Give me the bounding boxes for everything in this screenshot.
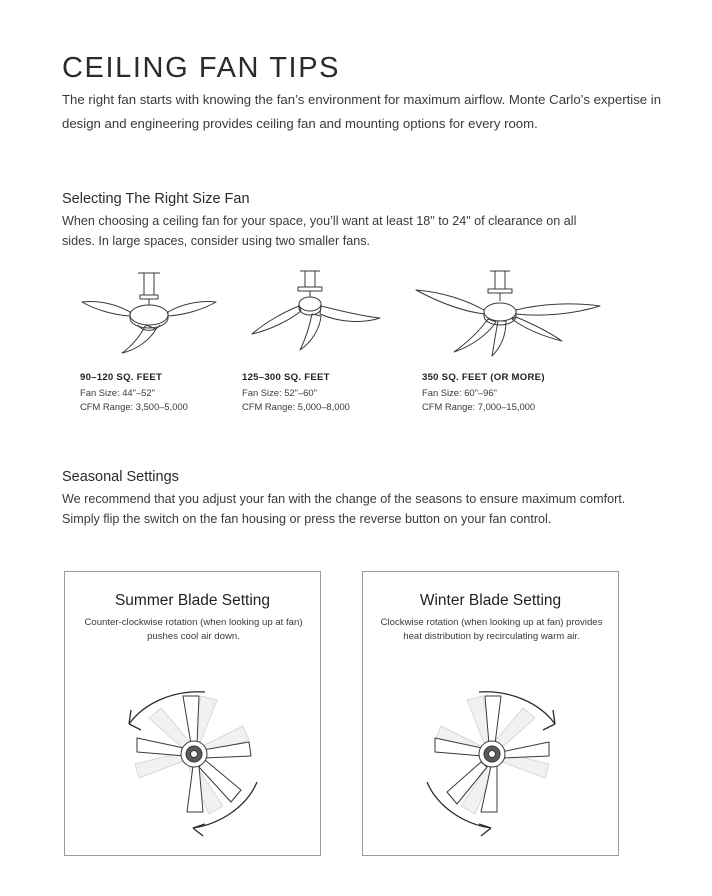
fan-room-size: 125–300 SQ. FEET: [242, 372, 330, 383]
panel-title: Winter Blade Setting: [419, 592, 562, 609]
page-title: CEILING FAN TIPS: [62, 52, 341, 84]
fan-size-illustration-row: [62, 268, 662, 418]
ceiling-fan-3-blade-icon: [76, 268, 256, 363]
panel-subtitle: Counter-clockwise rotation (when looking up at fan) pushes cool air down.: [84, 617, 303, 642]
fan-cfm-range: CFM Range: 5,000–8,000: [242, 400, 350, 412]
panel-subtitle: Clockwise rotation (when looking up at fan) provides heat distribution by recirculating warm air.: [380, 617, 603, 642]
panel-title: Summer Blade Setting: [114, 592, 271, 609]
fan-caption: [242, 372, 442, 413]
intro-paragraph: The right fan starts with knowing the fan’s environment for maximum airflow. Monte Carlo’s expertise in design and engineering provides ceiling fan and mounting options for every room.: [62, 92, 662, 131]
fan-room-size: 90–120 SQ. FEET: [80, 372, 163, 383]
section-seasonal-heading: Seasonal Settings: [62, 469, 179, 485]
winter-blade-setting-panel: [362, 571, 619, 856]
fan-rotation-counterclockwise-icon: [71, 660, 316, 850]
ceiling-fan-3-blade-wide-icon: [248, 268, 428, 363]
section-seasonal-body: We recommend that you adjust your fan with the change of the seasons to ensure maximum comfort. Simply flip the switch on the fan housing or press the reverse button on your fan control.: [62, 492, 626, 526]
fan-size: Fan Size: 44"–52": [80, 387, 155, 398]
ceiling-fan-5-blade-icon: [410, 268, 640, 363]
summer-blade-setting-panel: [64, 571, 321, 856]
section-size-body: When choosing a ceiling fan for your space, you’ll want at least 18" to 24" of clearance on all sides. In large spaces, consider using two smaller fans.: [62, 214, 577, 248]
section-size-heading: Selecting The Right Size Fan: [62, 191, 250, 207]
fan-cfm-range: CFM Range: 3,500–5,000: [80, 400, 188, 412]
fan-cfm-range: CFM Range: 7,000–15,000: [422, 400, 536, 412]
fan-room-size: 350 SQ. FEET (OR MORE): [422, 372, 545, 383]
fan-size: Fan Size: 60"–96": [422, 387, 497, 398]
fan-caption: [422, 372, 622, 413]
fan-size: Fan Size: 52"–60": [242, 387, 317, 398]
fan-rotation-clockwise-icon: [369, 660, 614, 850]
